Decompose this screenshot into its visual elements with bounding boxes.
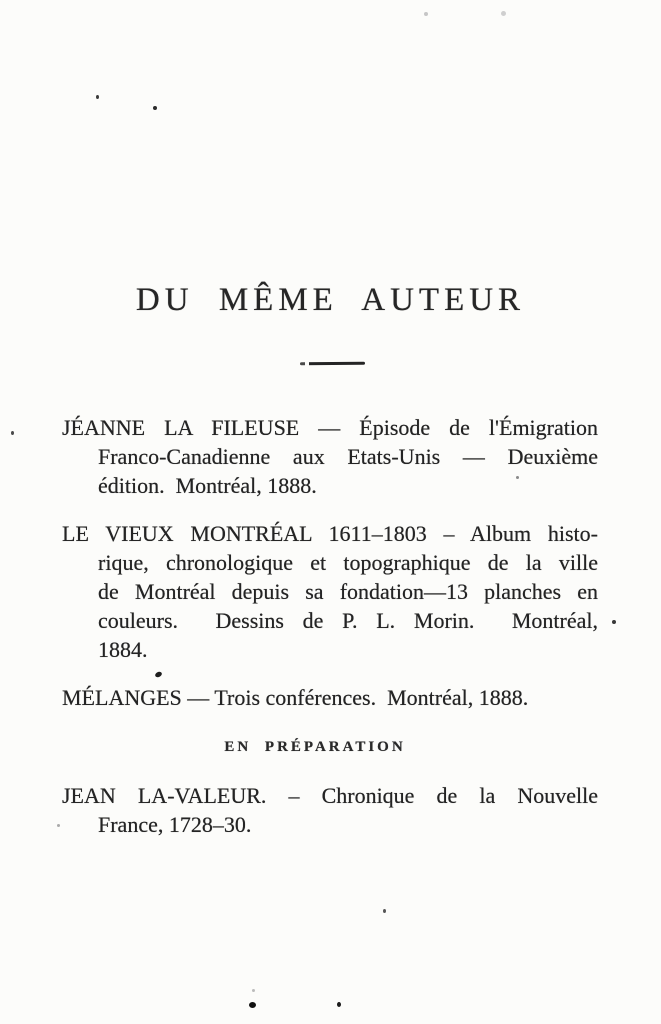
ink-speck (501, 11, 506, 16)
entry-line: LE VIEUX MONTRÉAL 1611–1803 – Album histo- (62, 521, 598, 546)
ink-speck (424, 12, 428, 16)
entry-line: rique, chronologique et topographique de la ville (98, 550, 598, 575)
entry-line: MÉLANGES — Trois conférences. Montréal, 1888. (62, 685, 529, 710)
ink-speck (252, 989, 255, 992)
entry-line: édition. Montréal, 1888. (98, 473, 317, 498)
ink-speck (153, 106, 157, 110)
bibliography-entry-jeanne-la-fileuse (62, 413, 598, 500)
page-title: DU MÊME AUTEUR (135, 282, 526, 318)
ink-speck (337, 1002, 341, 1007)
ink-speck (57, 824, 60, 827)
section-divider (300, 362, 365, 365)
ink-speck (383, 909, 386, 913)
ink-speck (249, 1002, 256, 1008)
bibliography-entry-le-vieux-montreal (62, 519, 598, 664)
ink-speck (11, 431, 14, 435)
bibliography-entry-melanges (62, 683, 598, 712)
entry-line: JÉANNE LA FILEUSE — Épisode de l'Émigration (62, 415, 598, 440)
bibliography (62, 413, 598, 858)
entry-line: couleurs. Dessins de P. L. Morin. Montréal, (98, 608, 598, 633)
in-preparation-heading: EN PRÉPARATION (224, 739, 406, 755)
bibliography-entry-jean-la-valeur (62, 781, 598, 839)
entry-line: de Montréal depuis sa fondation—13 planches en (98, 579, 598, 604)
entry-line: 1884. (98, 637, 148, 662)
entry-line: France, 1728–30. (98, 812, 252, 837)
ink-speck (612, 620, 616, 624)
entry-line: JEAN LA-VALEUR. – Chronique de la Nouvelle (62, 783, 598, 808)
ink-speck (96, 95, 99, 99)
entry-line: Franco-Canadienne aux Etats-Unis — Deuxième (98, 444, 598, 469)
ink-speck (516, 476, 519, 479)
